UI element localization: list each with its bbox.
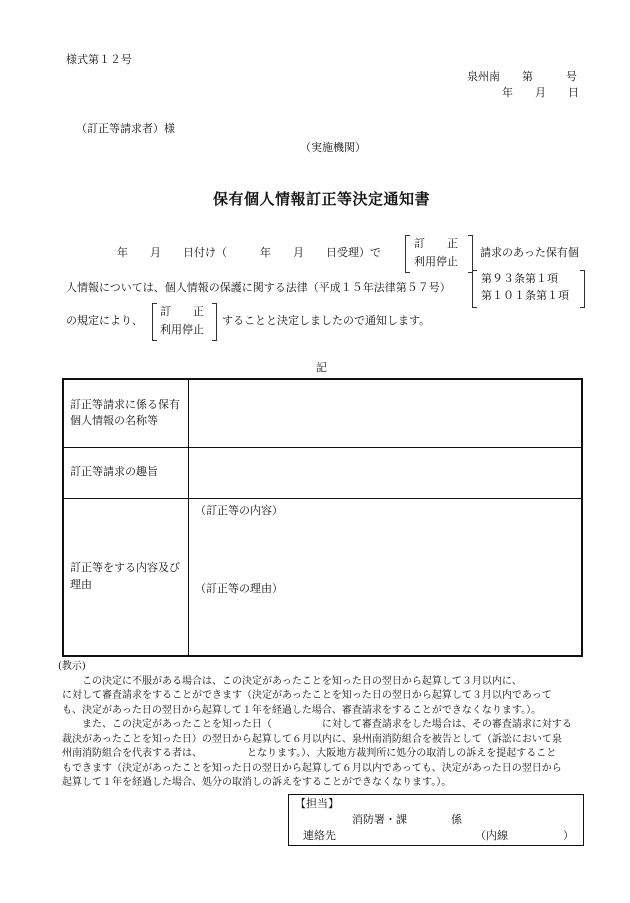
body-line1-a: 年 月 日付け（ 年 月 日受理）で bbox=[117, 246, 381, 259]
contact-heading: 【担当】 bbox=[295, 797, 339, 810]
option-correction: 訂 正 bbox=[414, 237, 458, 250]
table-row bbox=[63, 498, 582, 656]
option-correction: 訂 正 bbox=[160, 305, 204, 318]
body-line3-b: することと決定しましたので通知します。 bbox=[222, 314, 431, 327]
implementing-agency: （実施機関） bbox=[300, 141, 366, 154]
document-number: 泉州南 第 号 bbox=[467, 70, 577, 83]
notice-line: 裁決があったことを知った日）の翌日から起算して６月以内に、泉州南消防組合を被告として（訴訟において泉 bbox=[62, 733, 562, 745]
notice-line: に対して審査請求をすることができます（決定があったことを知った日の翌日から起算して３月以内であって bbox=[62, 690, 552, 701]
bracket-left bbox=[152, 303, 157, 341]
body-line2-a: 人情報については、個人情報の保護に関する法律（平成１５年法律第５７号） bbox=[66, 281, 451, 294]
extension-field: （内線 ） bbox=[475, 829, 574, 842]
reason-label: （訂正等の理由） bbox=[195, 581, 283, 595]
bracket-right bbox=[212, 303, 217, 341]
table-row bbox=[63, 379, 582, 447]
issue-date: 年 月 日 bbox=[502, 86, 579, 99]
appeal-notice bbox=[58, 660, 590, 791]
option-suspension: 利用停止 bbox=[414, 255, 458, 268]
bracket-left bbox=[472, 270, 477, 308]
body-line3-a: の規定により、 bbox=[66, 314, 143, 327]
ki-heading: 記 bbox=[316, 361, 327, 374]
option-article-93: 第９３条第１項 bbox=[481, 272, 558, 285]
contact-label: 連絡先 bbox=[303, 829, 336, 842]
option-article-101: 第１０１条第１項 bbox=[481, 289, 569, 302]
info-name-field[interactable] bbox=[189, 379, 583, 447]
notice-line: も、決定があった日の翌日から起算して１年を経過した場合、審査請求をすることができなくなります。）。 bbox=[62, 704, 542, 716]
row-label-info-name: 訂正等請求に係る保有個人情報の名称等 bbox=[63, 379, 189, 447]
contact-department: 消防署・課 係 bbox=[352, 813, 462, 826]
addressee: （訂正等請求者）様 bbox=[76, 122, 175, 135]
row-label-content-reason: 訂正等をする内容及び理由 bbox=[63, 498, 189, 656]
bracket-right bbox=[468, 235, 473, 273]
notice-line: この決定に不服がある場合は、この決定があったことを知った日の翌日から起算して３月以内に、 bbox=[62, 675, 522, 687]
notice-line: 州南消防組合を代表する者は、 となります。）、大阪地方裁判所に処分の取消しの訴えを提起すること bbox=[62, 748, 557, 759]
content-reason-field[interactable] bbox=[189, 498, 583, 656]
bracket-left bbox=[405, 235, 410, 273]
body-line1-b: 請求のあった保有個 bbox=[480, 246, 579, 259]
bracket-right bbox=[580, 270, 585, 308]
contact-box bbox=[288, 794, 584, 846]
page-title: 保有個人情報訂正等決定通知書 bbox=[213, 190, 431, 208]
notice-heading: (教示) bbox=[58, 661, 86, 672]
notice-line: もできます（決定があったことを知った日の翌日から起算して６月以内であっても、決定があった日の翌日から bbox=[62, 762, 562, 774]
record-table bbox=[62, 378, 583, 657]
table-row bbox=[63, 447, 582, 498]
content-label: （訂正等の内容） bbox=[195, 503, 283, 517]
notice-line: 起算して１年を経過した場合、処分の取消しの訴えをすることができなくなります。）。 bbox=[62, 777, 452, 788]
form-number: 様式第１２号 bbox=[66, 53, 132, 66]
purpose-field[interactable] bbox=[189, 447, 583, 498]
option-suspension: 利用停止 bbox=[160, 323, 204, 336]
notice-line: また、この決定があったことを知った日（ に対して審査請求をした場合は、その審査請求に対する bbox=[62, 719, 572, 730]
row-label-purpose: 訂正等請求の趣旨 bbox=[63, 447, 189, 498]
